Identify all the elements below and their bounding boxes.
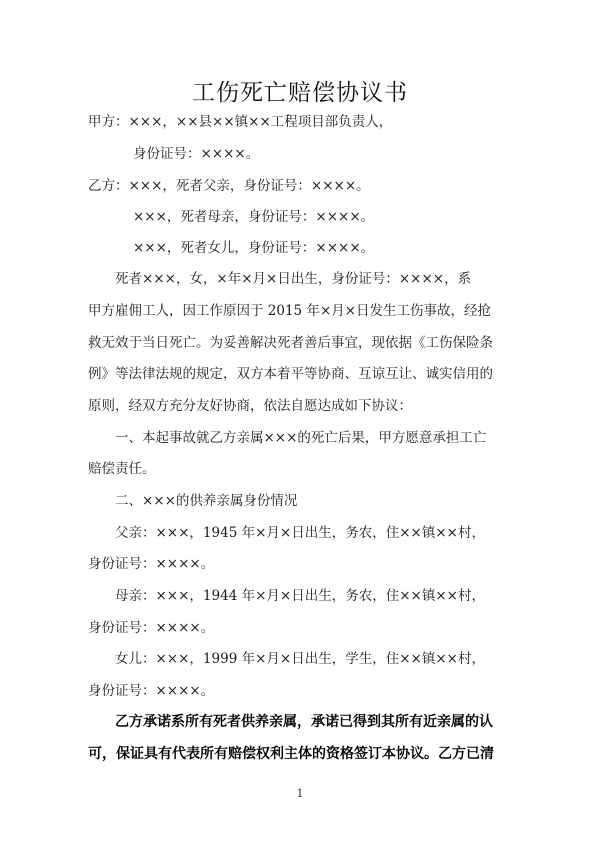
commitment-line: 乙方承诺系所有死者供养亲属，承诺已得到其所有近亲属的认: [115, 714, 493, 730]
document-title: 工伤死亡赔偿协议书: [192, 80, 408, 106]
father-line-2: 身份证号：××××。: [88, 556, 215, 572]
mother-line-2: 身份证号：××××。: [88, 620, 215, 636]
father-line-1: 父亲：×××，1945 年×月×日出生，务农，住××镇××村，: [115, 525, 485, 541]
intro-line: 救无效于当日死亡。为妥善解决死者善后事宜，现依据《工伤保险条: [88, 335, 493, 351]
daughter-line-1: 女儿：×××，1999 年×月×日出生，学生，住××镇××村，: [115, 651, 485, 667]
party-a-line-1: 甲方：×××，××县××镇××工程项目部负责人，: [88, 114, 393, 130]
clause-1-line: 赔偿责任。: [88, 461, 156, 477]
party-b-line-1: 乙方：×××，死者父亲，身份证号：××××。: [88, 178, 370, 194]
daughter-line-2: 身份证号：××××。: [88, 683, 215, 699]
clause-2-heading: 二、×××的供养亲属身份情况: [115, 493, 298, 509]
intro-line: 甲方雇佣工人，因工作原因于 2015 年×月×日发生工伤事故，经抢: [88, 303, 492, 319]
clause-1-line: 一、本起事故就乙方亲属×××的死亡后果，甲方愿意承担工亡: [115, 430, 487, 446]
intro-line: 死者×××，女，×年×月×日出生，身份证号：××××，系: [115, 271, 472, 287]
commitment-line: 可，保证具有代表所有赔偿权利主体的资格签订本协议。乙方已清: [88, 746, 494, 762]
party-b-line-2: ×××，死者母亲，身份证号：××××。: [133, 209, 375, 225]
intro-line: 例》等法律法规的规定，双方本着平等协商、互谅互让、诚实信用的: [88, 366, 493, 382]
intro-line: 原则，经双方充分友好协商，依法自愿达成如下协议：: [88, 398, 412, 414]
mother-line-1: 母亲：×××，1944 年×月×日出生，务农，住××镇××村，: [115, 588, 485, 604]
page-number: 1: [296, 787, 304, 800]
party-b-line-3: ×××，死者女儿，身份证号：××××。: [133, 240, 375, 256]
party-a-line-2: 身份证号：××××。: [133, 146, 260, 162]
